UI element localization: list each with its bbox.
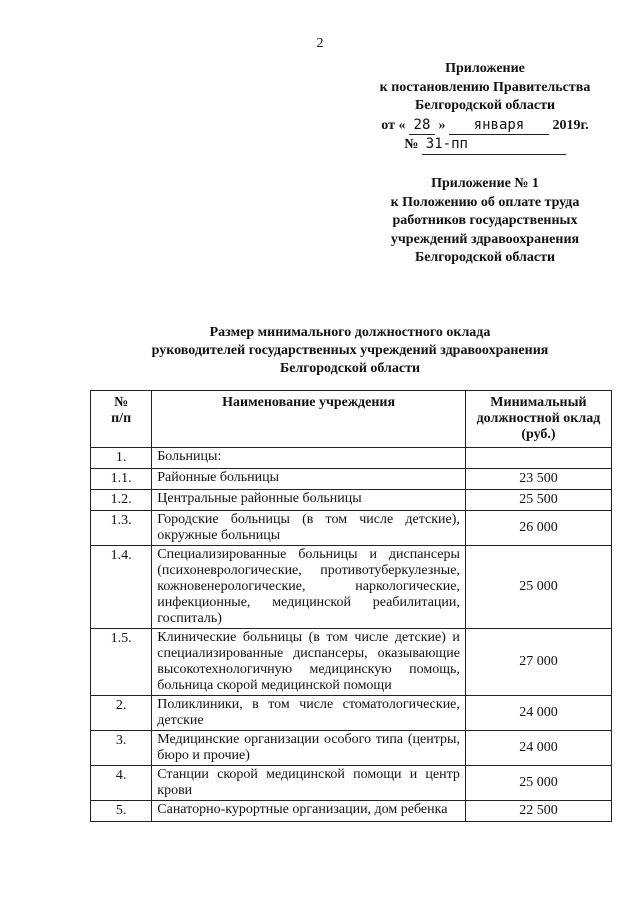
table-row <box>91 801 612 822</box>
header-salary-line-1: Минимальный <box>490 395 587 410</box>
row-salary: 24 000 <box>465 696 611 731</box>
row-salary: 27 000 <box>465 629 611 696</box>
appendix-title: Приложение <box>445 61 525 76</box>
date-month: января <box>449 116 549 136</box>
row-salary: 22 500 <box>465 801 611 822</box>
header-salary-line-3: (руб.) <box>521 427 556 442</box>
row-number: 1.5. <box>91 629 152 696</box>
header-name: Наименование учреждения <box>152 391 466 448</box>
row-name: Районные больницы <box>152 469 466 490</box>
appendix-1-line-3: учреждений здравоохранения <box>390 231 580 247</box>
title-line-1: Размер минимального должностного оклада <box>209 325 491 340</box>
number-value: 31-пп <box>422 135 566 155</box>
salary-table <box>90 390 612 822</box>
table-row <box>91 766 612 801</box>
table-row <box>91 511 612 546</box>
date-day: 28 <box>409 116 435 136</box>
row-name: Специализированные больницы и диспансеры (психоневрологические, противотуберкулезные, кожновенерологические, наркологические, инфекционные, медицинской реабилитации, госпиталь) <box>152 546 466 629</box>
table-row <box>91 490 612 511</box>
appendix-1-line-1: к Положению об оплате труда <box>390 194 580 210</box>
appendix-1-line-4: Белгородской области <box>414 250 556 265</box>
row-salary: 24 000 <box>465 731 611 766</box>
number-label: № <box>404 137 419 152</box>
row-name: Станции скорой медицинской помощи и центр крови <box>152 766 466 801</box>
table-row <box>91 448 612 469</box>
header-salary-line-2: должностной оклад <box>476 411 601 426</box>
table-header-row <box>91 391 612 448</box>
row-name: Клинические больницы (в том числе детские) и специализированные диспансеры, оказывающие высокотехнологичную медицинскую помощь, больница скорой медицинской помощи <box>152 629 466 696</box>
appendix-line-1: к постановлению Правительства <box>379 79 591 95</box>
appendix-header <box>360 60 610 155</box>
table-row <box>91 546 612 629</box>
appendix-line-2: Белгородской области <box>414 98 556 113</box>
row-name: Центральные районные больницы <box>152 490 466 511</box>
appendix-1-title: Приложение № 1 <box>431 176 539 191</box>
date-prefix: от « <box>381 117 406 133</box>
row-name: Городские больницы (в том числе детские), окружные больницы <box>152 511 466 546</box>
row-salary: 25 000 <box>465 546 611 629</box>
table-row <box>91 731 612 766</box>
row-salary: 23 500 <box>465 469 611 490</box>
row-salary <box>465 448 611 469</box>
row-number: 1.3. <box>91 511 152 546</box>
row-number: 1. <box>91 448 152 469</box>
row-salary: 25 000 <box>465 766 611 801</box>
appendix-number <box>360 135 610 155</box>
row-number: 3. <box>91 731 152 766</box>
row-name: Больницы: <box>152 448 466 469</box>
appendix-1-line-2: работников государственных <box>392 213 578 228</box>
table-row <box>91 469 612 490</box>
row-number: 1.2. <box>91 490 152 511</box>
page-number: 2 <box>316 36 324 51</box>
table-row <box>91 629 612 696</box>
document-title <box>100 324 600 378</box>
row-number: 1.4. <box>91 546 152 629</box>
header-salary <box>465 391 611 448</box>
row-name: Санаторно-курортные организации, дом ребенка <box>152 801 466 822</box>
header-number-line-1: № <box>114 395 129 410</box>
header-number-line-2: п/п <box>111 411 132 426</box>
row-salary: 25 500 <box>465 490 611 511</box>
row-salary: 26 000 <box>465 511 611 546</box>
row-number: 1.1. <box>91 469 152 490</box>
row-number: 2. <box>91 696 152 731</box>
row-name: Поликлиники, в том числе стоматологические, детские <box>152 696 466 731</box>
appendix-1-header <box>360 175 610 268</box>
date-year: 2019г. <box>552 117 589 133</box>
appendix-date <box>360 116 610 136</box>
row-number: 5. <box>91 801 152 822</box>
title-line-3: Белгородской области <box>279 361 421 376</box>
row-number: 4. <box>91 766 152 801</box>
title-line-2: руководителей государственных учреждений здравоохранения <box>151 343 549 358</box>
table-row <box>91 696 612 731</box>
row-name: Медицинские организации особого типа (центры, бюро и прочие) <box>152 731 466 766</box>
header-number <box>91 391 152 448</box>
date-mid: » <box>438 117 446 133</box>
